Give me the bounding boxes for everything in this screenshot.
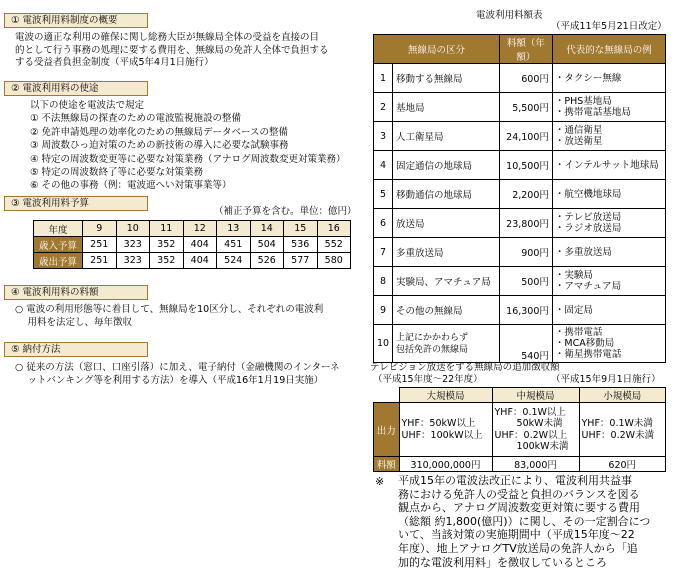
example-stations <box>552 93 665 122</box>
table-cell: 404 <box>183 237 217 253</box>
example-item: ・テレビ放送局 <box>554 212 622 223</box>
example-stations <box>552 325 665 363</box>
row-number: 1 <box>374 64 393 93</box>
output-cell: YHF：50kW以上 UHF：100kW以上 <box>399 403 492 457</box>
table-cell: 404 <box>183 253 217 269</box>
fee-table-title: 電波利用料額表 <box>476 10 543 21</box>
station-type: その他の無線局 <box>393 296 500 325</box>
example-item: ・実験局 <box>554 270 593 281</box>
column-header: 代表的な無線局の例 <box>552 35 665 64</box>
tv-fee-table <box>373 387 666 472</box>
row-number: 5 <box>374 180 393 209</box>
example-item: ・携帯電話 <box>554 327 603 338</box>
fee-amount: 10,500円 <box>499 151 552 180</box>
example-item: ・多重放送局 <box>554 246 612 258</box>
tv-table-date: （平成15年9月1日施行） <box>551 374 661 385</box>
text-line: 加的な電波利用料」を徴収しているところ <box>398 555 607 569</box>
fee-amount: 500円 <box>499 267 552 296</box>
fee-amount: 540円 <box>499 325 552 363</box>
year-cell: 14 <box>250 221 284 237</box>
year-cell: 13 <box>217 221 251 237</box>
list-item: ⑤ 特定の周波数終了等に必要な対策業務 <box>30 167 204 179</box>
table-row <box>374 64 666 93</box>
table-cell: 504 <box>250 237 284 253</box>
table-cell: 577 <box>284 253 318 269</box>
text-line: 用料を法定し、毎年徴収 <box>15 316 133 328</box>
section-5-body <box>15 362 340 387</box>
output-label: 出力 <box>374 403 400 457</box>
year-cell: 11 <box>150 221 184 237</box>
output-cell: YHF：0.1W以上 50kW未満 UHF：0.2W以上 100kW未満 <box>492 403 579 457</box>
text-line: 平成15年の電波法改正により、電波利用共益事 <box>398 474 632 487</box>
section-2-body <box>30 99 346 193</box>
table-row <box>374 325 666 363</box>
example-stations <box>552 296 665 325</box>
section-1-heading: ① 電波利用料制度の概要 <box>4 13 148 28</box>
row-number: 6 <box>374 209 393 238</box>
example-item: ・インテルサット地球局 <box>554 159 659 171</box>
row-number: 2 <box>374 93 393 122</box>
example-stations <box>552 238 665 267</box>
table-row <box>374 296 666 325</box>
column-header: 大規模局 <box>399 388 492 403</box>
table-cell: 352 <box>150 253 184 269</box>
section-4-heading: ④ 電波利用料の料額 <box>4 285 148 300</box>
row-number: 4 <box>374 151 393 180</box>
table-cell: 323 <box>116 253 150 269</box>
station-type: 人工衛星局 <box>393 122 500 151</box>
note-mark: ※ <box>375 475 385 488</box>
example-item: ・アマチュア局 <box>554 281 622 292</box>
column-header: 無線局の区分 <box>374 35 500 64</box>
example-item: ・ラジオ放送局 <box>554 223 622 234</box>
text-line: ットバンキング等を利用する方法）を導入（平成16年1月19日実施） <box>15 374 324 386</box>
section-3-heading: ③ 電波利用料予算 <box>4 196 148 211</box>
list-item: ⑥ その他の事務（例：電波遮へい対策事業等） <box>30 180 232 192</box>
budget-unit-note: （補正予算を含む。単位：億円） <box>214 206 357 217</box>
table-cell: 524 <box>217 253 251 269</box>
table-row <box>374 93 666 122</box>
row-number: 8 <box>374 267 393 296</box>
corner-cell <box>374 388 400 403</box>
example-item: ・放送衛星 <box>554 136 603 147</box>
fee-cell: 620円 <box>579 457 666 472</box>
text-line: 的として行う事務の処理に要する費用を、無線局の免許人全体で負担する <box>15 44 329 56</box>
row-label: 歳出予算 <box>34 253 83 269</box>
table-row <box>374 35 666 64</box>
row-number: 7 <box>374 238 393 267</box>
example-item: ・固定局 <box>554 304 593 316</box>
example-item: ・航空機地球局 <box>554 188 622 200</box>
table-row <box>34 237 351 253</box>
year-cell: 16 <box>317 221 351 237</box>
table-row <box>374 238 666 267</box>
station-type: 多重放送局 <box>393 238 500 267</box>
station-type: 上記にかかわらず 包括免許の無線局 <box>393 325 500 363</box>
column-header: 小規模局 <box>579 388 666 403</box>
table-row <box>374 457 666 472</box>
text-line: 務における免許人の受益と負担のバランスを図る <box>398 487 640 501</box>
table-cell: 526 <box>250 253 284 269</box>
section-4-body <box>15 304 323 329</box>
example-item: ・携帯電話基地局 <box>554 107 631 118</box>
fee-amount: 24,100円 <box>499 122 552 151</box>
fee-label: 料額 <box>374 457 400 472</box>
example-item: ・MCA移動局 <box>554 338 615 349</box>
fee-amount: 5,500円 <box>499 93 552 122</box>
table-cell: 352 <box>150 237 184 253</box>
table-cell: 552 <box>317 237 351 253</box>
text-line: 観点から、アナログ周波数変更対策に要する費用 <box>398 501 640 515</box>
fee-amount: 16,300円 <box>499 296 552 325</box>
example-stations <box>552 151 665 180</box>
fee-amount: 2,200円 <box>499 180 552 209</box>
table-row <box>34 253 351 269</box>
year-cell: 9 <box>83 221 117 237</box>
text-line: （総額 約1,800(億円)）に関し、その一定割合につ <box>398 514 651 528</box>
section-1-body <box>15 32 329 70</box>
station-type: 基地局 <box>393 93 500 122</box>
column-header: 中規模局 <box>492 388 579 403</box>
station-type: 固定通信の地球局 <box>393 151 500 180</box>
fee-table-date: （平成11年5月21日改定） <box>551 21 667 32</box>
example-stations <box>552 122 665 151</box>
table-row <box>374 151 666 180</box>
fee-amount: 23,800円 <box>499 209 552 238</box>
example-item: ・通信衛星 <box>554 125 603 136</box>
section-5-heading: ⑤ 納付方法 <box>4 342 148 357</box>
example-stations <box>552 209 665 238</box>
text-line: ○ 従来の方法（窓口、口座引落）に加え、電子納付（金融機関のインターネ <box>15 362 340 373</box>
row-number: 3 <box>374 122 393 151</box>
example-stations <box>552 64 665 93</box>
text-line: 年度）、地上アナログTV放送局の免許人から「追 <box>398 541 638 555</box>
example-stations <box>552 267 665 296</box>
year-cell: 10 <box>116 221 150 237</box>
table-row <box>374 267 666 296</box>
table-row <box>374 209 666 238</box>
fee-amount: 900円 <box>499 238 552 267</box>
station-type: 移動する無線局 <box>393 64 500 93</box>
example-stations <box>552 180 665 209</box>
station-type: 移動通信の地球局 <box>393 180 500 209</box>
row-number: 10 <box>374 325 393 363</box>
column-header: 料額（年額） <box>499 35 552 64</box>
output-cell: YHF：0.1W未満 UHF：0.2W未満 <box>579 403 666 457</box>
fee-cell: 83,000円 <box>492 457 579 472</box>
table-row <box>374 122 666 151</box>
table-row <box>374 180 666 209</box>
fee-cell: 310,000,000円 <box>399 457 492 472</box>
table-cell: 536 <box>284 237 318 253</box>
table-row <box>374 403 666 457</box>
table-row <box>34 221 351 237</box>
row-number: 9 <box>374 296 393 325</box>
list-item: ② 免許申請処理の効率化のための無線局データベースの整備 <box>30 126 289 138</box>
text-line: いて、当該対策の実施期間中（平成15年度～22 <box>398 528 635 542</box>
text-line: ○ 電波の利用形態等に着目して、無線局を10区分し、それぞれの電波利 <box>15 304 324 315</box>
year-cell: 15 <box>284 221 318 237</box>
table-row <box>374 388 666 403</box>
tv-table-period: （平成15年度～22年度） <box>373 374 483 385</box>
table-cell: 251 <box>83 237 117 253</box>
tv-table-title: テレビジョン放送をする無線局の追加徴収額 <box>370 362 560 373</box>
text-line: 以下の使途を電波法で規定 <box>30 100 145 111</box>
year-header: 年度 <box>34 221 83 237</box>
note-body <box>398 474 650 569</box>
text-line: する受益者負担金制度（平成5年4月1日施行） <box>15 57 214 69</box>
list-item: ① 不法無線局の探査のための電波監視施設の整備 <box>30 113 242 125</box>
station-type: 実験局、アマチュア局 <box>393 267 500 296</box>
table-cell: 451 <box>217 237 251 253</box>
table-cell: 251 <box>83 253 117 269</box>
text-line: 電波の適正な利用の確保に関し総務大臣が無線局全体の受益を直接の目 <box>15 32 320 43</box>
station-type: 放送局 <box>393 209 500 238</box>
fee-amount: 600円 <box>499 64 552 93</box>
table-cell: 580 <box>317 253 351 269</box>
budget-table <box>33 220 351 269</box>
fee-table <box>373 34 666 363</box>
list-item: ③ 周波数ひっ迫対策のための新技術の導入に必要な試験事務 <box>30 140 289 152</box>
section-2-heading: ② 電波利用料の使途 <box>4 81 148 96</box>
row-label: 歳入予算 <box>34 237 83 253</box>
year-cell: 12 <box>183 221 217 237</box>
example-item: ・タクシー無線 <box>554 72 622 84</box>
example-item: ・衛星携帯電話 <box>554 349 622 360</box>
example-item: ・PHS基地局 <box>554 96 612 107</box>
table-cell: 323 <box>116 237 150 253</box>
list-item: ④ 特定の周波数変更等に必要な対策業務（アナログ周波数変更対策業務） <box>30 153 346 165</box>
